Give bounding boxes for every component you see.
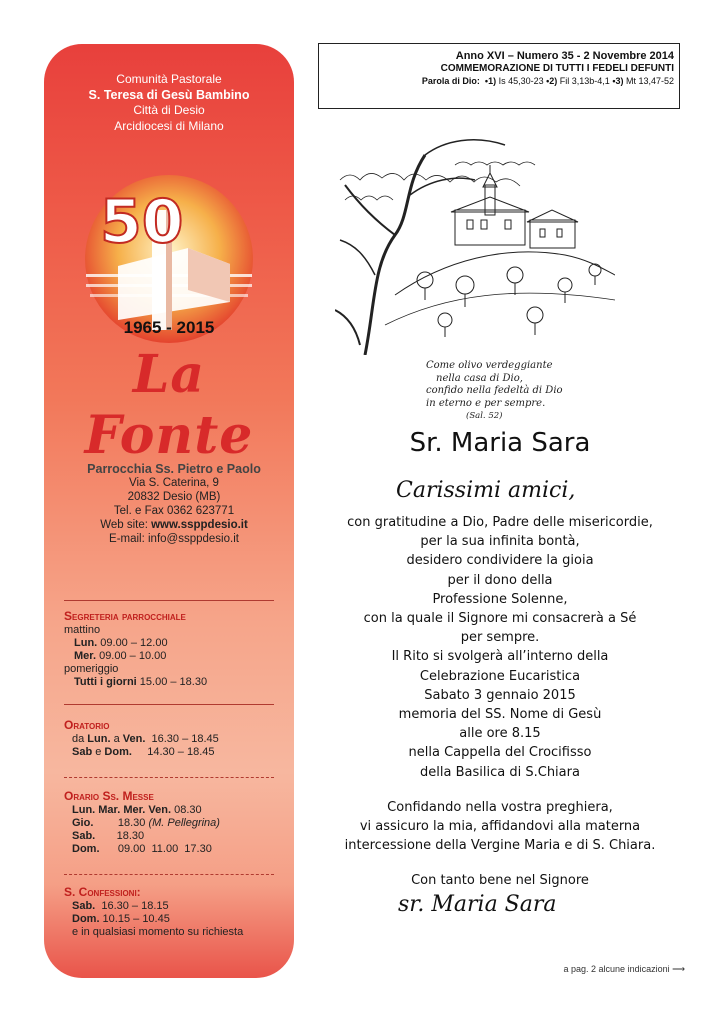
day-label: Sab. [72, 830, 96, 842]
page-footer-note[interactable]: a pag. 2 alcune indicazioni ⟶ [563, 964, 685, 974]
confessioni-row [64, 913, 284, 926]
bulletin-title: La Fonte [84, 344, 254, 466]
motto-line: Come olivo verdeggiante [426, 360, 553, 371]
segreteria-lun [64, 637, 284, 650]
letter-closing [320, 798, 680, 856]
day-label: Dom. [104, 746, 132, 758]
segreteria-tutti [64, 676, 284, 689]
confessioni-heading: S. Confessioni: [64, 885, 141, 899]
segreteria-mer [64, 650, 284, 663]
divider [64, 600, 274, 601]
messe-section [64, 790, 284, 856]
messe-row [64, 830, 284, 843]
time-label: 18.30 [95, 830, 145, 842]
messe-row [64, 843, 284, 856]
anniversary-years: 1965 - 2015 [123, 318, 215, 337]
time-label: 18.30 [93, 817, 149, 829]
reading-ref: Fil 3,13b-4,1 [557, 76, 613, 86]
closing-line: vi assicuro la mia, affidandovi alla materna [359, 819, 641, 835]
letter-line: alle ore 8.15 [459, 726, 541, 742]
text: e [92, 746, 105, 758]
reading-ref: Mt 13,47-52 [623, 76, 674, 86]
community-name: S. Teresa di Gesù Bambino [88, 87, 250, 102]
psalm-motto [426, 360, 596, 423]
time-label: 09.00 – 12.00 [97, 637, 168, 649]
letter-line: con gratitudine a Dio, Padre delle misericordie, [347, 515, 653, 530]
day-label: Mer. [74, 650, 97, 662]
community-city: Città di Desio [133, 103, 205, 117]
parish-banner [44, 44, 294, 978]
messe-row [64, 817, 284, 830]
letter-line: Il Rito si svolgerà all’interno della [391, 649, 609, 665]
letter-line: memoria del SS. Nome di Gesù [398, 707, 602, 723]
letter-line: Professione Solenne, [432, 591, 568, 607]
handwritten-signature: sr. Maria Sara [398, 892, 557, 917]
confessioni-section [64, 886, 284, 939]
web-label: Web site: [100, 519, 152, 531]
confessioni-note: e in qualsiasi momento su richiesta [72, 926, 244, 938]
oratorio-weekend [64, 746, 284, 759]
letter-line: per la sua infinita bontà, [420, 534, 580, 550]
community-diocese: Arcidiocesi di Milano [114, 118, 224, 133]
day-label: Lun. [74, 637, 98, 649]
time-label: 15.00 – 18.30 [136, 676, 208, 688]
parish-city: 20832 Desio (MB) [127, 491, 221, 503]
divider [64, 777, 274, 778]
day-label: Dom. [72, 843, 100, 855]
closing-line: intercessione della Vergine Maria e di S. Chiara. [344, 838, 656, 854]
text: da [72, 733, 88, 745]
day-label: Dom. [72, 913, 100, 925]
messe-heading: Orario Ss. Messe [64, 789, 154, 803]
day-label: Gio. [72, 817, 94, 829]
issue-occasion: COMMEMORAZIONE DI TUTTI I FEDELI DEFUNTI [440, 63, 674, 74]
day-label: Sab [72, 746, 93, 758]
oratorio-weekdays [64, 733, 284, 746]
messe-row [64, 804, 284, 817]
motto-line: confido nella fedeltà di Dio [426, 385, 563, 396]
community-header [44, 72, 294, 134]
reading-number: •2) [546, 76, 558, 86]
letter-line: desidero condividere la gioia [406, 553, 594, 569]
letter-body [320, 513, 680, 782]
motto-source: (Sal. 52) [466, 411, 503, 421]
mass-note: (M. Pellegrina) [148, 817, 220, 829]
text: a [110, 733, 123, 745]
oratorio-section [64, 719, 284, 759]
time-label: 09.00 11.00 17.30 [99, 843, 212, 855]
letter-salutation: Carissimi amici, [396, 478, 576, 503]
closing-line: Confidando nella vostra preghiera, [387, 800, 613, 815]
motto-line: nella casa di Dio, [436, 372, 523, 384]
segreteria-mattino: mattino [64, 624, 101, 636]
time-label: 16.30 – 18.15 [95, 900, 169, 912]
letter-line: per sempre. [460, 630, 540, 646]
letter-line: nella Cappella del Crocifisso [408, 745, 592, 761]
letter-line: della Basilica di S.Chiara [420, 764, 580, 780]
day-label: Tutti i giorni [74, 676, 137, 688]
parish-name: Parrocchia Ss. Pietro e Paolo [87, 462, 261, 476]
letter-regards: Con tanto bene nel Signore [411, 873, 589, 888]
time-label: 14.30 – 18.45 [131, 746, 215, 758]
day-label: Ven. [122, 733, 146, 745]
oratorio-heading: Oratorio [64, 718, 110, 732]
readings [319, 75, 674, 87]
reading-number: •1) [484, 76, 497, 86]
parish-address: Via S. Caterina, 9 [129, 477, 219, 489]
letter-heading: Sr. Maria Sara [409, 428, 591, 458]
time-label: 16.30 – 18.45 [145, 733, 219, 745]
divider [64, 704, 274, 705]
parish-phone: Tel. e Fax 0362 623771 [113, 505, 235, 517]
day-label: Sab. [72, 900, 96, 912]
issue-info-box [318, 43, 680, 109]
readings-label: Parola di Dio: [421, 76, 480, 86]
reading-number: •3) [612, 76, 624, 86]
issue-number: Anno XVI – Numero 35 - 2 Novembre 2014 [455, 50, 674, 62]
time-label: 10.15 – 10.45 [99, 913, 170, 925]
reading-ref: Is 45,30-23 [496, 76, 547, 86]
logo-number: 50 [100, 187, 184, 257]
time-label: 09.00 – 10.00 [96, 650, 167, 662]
day-label: Lun. Mar. Mer. Ven. [72, 804, 172, 816]
confessioni-row [64, 900, 284, 913]
divider [64, 874, 274, 875]
time-label: 08.30 [171, 804, 202, 816]
day-label: Lun. [87, 733, 111, 745]
segreteria-pomeriggio: pomeriggio [64, 663, 119, 675]
motto-line: in eterno e per sempre. [426, 397, 546, 409]
letter-line: con la quale il Signore mi consacrerà a Sé [363, 611, 637, 627]
parish-contacts [64, 462, 284, 546]
letter-line: Sabato 3 gennaio 2015 [424, 687, 576, 703]
segreteria-heading: Segreteria parrocchiale [64, 609, 186, 623]
parish-web [64, 518, 284, 532]
letter-line: Celebrazione Eucaristica [419, 668, 581, 684]
monastery-sketch [335, 125, 615, 355]
letter-line: per il dono della [447, 572, 553, 588]
segreteria-section [64, 610, 284, 689]
parish-email[interactable]: E-mail: info@ssppdesio.it [109, 533, 239, 545]
community-line: Comunità Pastorale [116, 72, 222, 86]
web-link[interactable]: www.ssppdesio.it [151, 519, 248, 531]
